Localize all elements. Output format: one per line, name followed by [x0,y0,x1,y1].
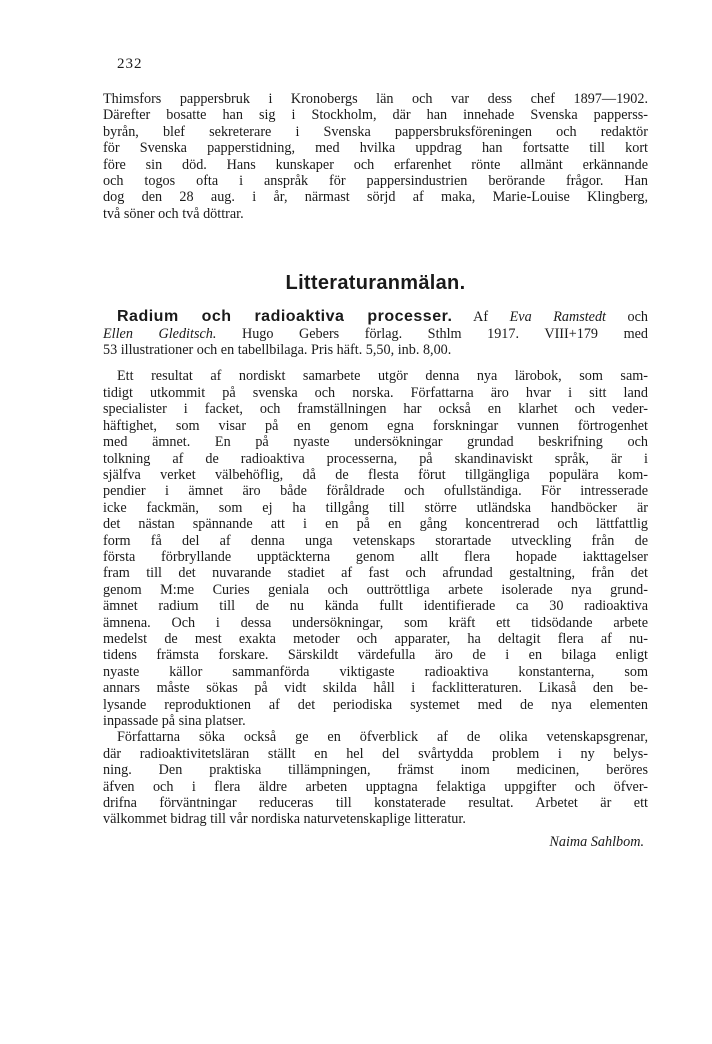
text-line: lysande reproduktionen af det periodiska systemet med de nya elementen [103,696,648,713]
review-paragraph-2 [103,729,648,827]
text-line: där radioaktivitetsläran ställt en hel del svårtydda problem i ny belys- [103,745,648,762]
author-name: Eva Ramstedt [509,309,606,326]
text-line: tolkning af de radioaktiva processerna, på skandinaviskt språk, är i [103,450,648,467]
review-conjunction: och [606,309,648,326]
review-header [103,309,648,358]
text-line: Thimsfors pappersbruk i Kronobergs län och var dess chef 1897—1902. [103,91,648,107]
text-line: tidens främsta forskare. Särskildt värdefulla äro de i en bilaga enligt [103,647,648,664]
text-line: icke fackmän, som ej ha tillgång till större utländska handböcker är [103,499,648,516]
page-number: 232 [117,56,143,72]
review-header-line [103,326,648,342]
text-line: och togos ofta i anspråk för pappersindustrien berörande frågor. Han [103,173,648,190]
text-line: drifna förväntningar reduceras till konstaterade resultat. Arbetet är ett [103,795,648,812]
text-line: medelst de mest exakta metoder och apparater, ha deltagit flera af nu- [103,630,648,647]
review-header-line [103,309,648,325]
text-line: Därefter bosatte han sig i Stockholm, där han innehade Svenska papperss- [103,107,648,124]
text-line: pendier i ämnet äro både föråldrade och ofullständiga. För intresserade [103,483,648,500]
text-line: med ämnet. En på nyaste undersökningar grundad beskrifning och [103,434,648,451]
document-page [103,56,648,851]
text-line: Författarna söka också ge en öfverblick af de olika vetenskapsgrenar, [117,729,648,746]
text-line: före sin död. Hans kunskaper och erfarenhet rönte allmänt erkännande [103,156,648,173]
text-line: fram till det nuvarande stadiet af fast och afrundad gestaltning, från det [103,565,648,582]
text-line: det nästan spännande att i en på en gång koncentrerad och lättfattlig [103,516,648,533]
text-line: dog den 28 aug. i år, närmast sörjd af maka, Marie-Louise Klingberg, [103,189,648,206]
text-line: tidigt utkommit på svenska och norska. Författarna äro hvar i sitt land [103,384,648,401]
text-line: form få del af denna unga vetenskaps storartade utveckling från de [103,532,648,549]
intro-paragraph [103,91,648,222]
text-line: häftighet, som visar på en genom egna forskningar vunnen förtrogenhet [103,417,648,434]
text-line: välkommet bidrag till vår nordiska naturvetenskaplige litteratur. [103,811,466,828]
author-name: Ellen Gleditsch. [103,325,217,342]
text-line: specialister i facket, och framställningen har också en klarhet och veder- [103,401,648,418]
text-line: ämnet radium till de nu kända fullt identifierade ca 30 radioaktiva [103,598,648,615]
text-line: inpassade på sina platser. [103,713,246,729]
review-header-line: 53 illustrationer och en tabellbilaga. Pris häft. 5,50, inb. 8,00. [103,342,452,359]
text-line: själfva verket välbehöflig, då de flesta förut tillgängliga populära kom- [103,466,648,483]
text-line: för Svenska papperstidning, med hvilka uppdrag han fortsatte till kort [103,140,648,157]
review-paragraph-1 [103,368,648,729]
text-line: annars måste sökas på vidt skilda håll i facklitteraturen. Likaså den be- [103,680,648,697]
text-line: Ett resultat af nordiskt samarbete utgör denna nya lärobok, som sam- [117,368,648,385]
section-heading: Litteraturanmälan. [285,272,466,295]
text-line: första förbryllande upptäckterna genom allt flera hopade iakttagelser [103,548,648,565]
text-line: äfven och i flera äldre arbeten upptagna felaktiga uppgifter och öfver- [103,778,648,795]
text-line: byrån, blef sekreterare i Svenska pappersbruksföreningen och redaktör [103,123,648,140]
publisher-info: Hugo Gebers förlag. Sthlm 1917. VIII+179 med [216,325,648,342]
text-line: ämnena. Och i dessa undersökningar, som kräft ett tidsödande arbete [103,614,648,631]
book-title: Radium och radioaktiva processer. [117,308,453,326]
reviewer-signature: Naima Sahlbom. [549,833,644,850]
text-line: genom M:me Curies geniala och outtröttliga arbete isolerade nya grund- [103,581,648,598]
text-line: två söner och två döttrar. [103,205,244,222]
text-line: ning. Den praktiska tillämpningen, främst inom medicinen, beröres [103,762,648,779]
review-by-label: Af [452,309,510,326]
text-line: nyaste källor sammanförda viktigaste radioaktiva konstanterna, som [103,663,648,680]
